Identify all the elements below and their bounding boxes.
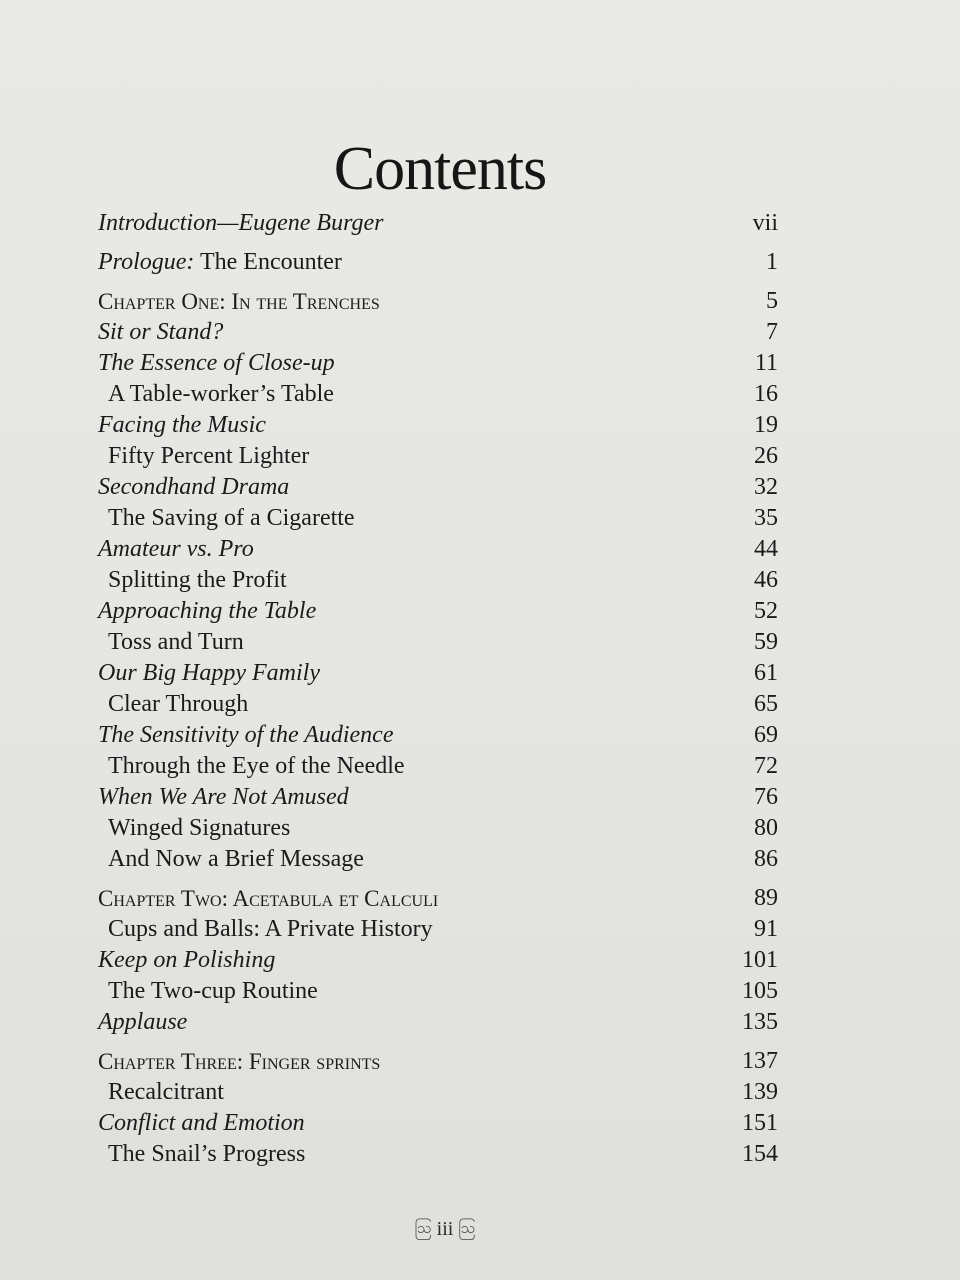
toc-entry-page: 69 (754, 722, 778, 748)
toc-entry (98, 751, 778, 782)
toc-entry-page: 52 (754, 598, 778, 624)
toc-entry-page: 151 (742, 1110, 778, 1136)
toc-entry-page: 89 (754, 885, 778, 911)
toc-entry-page: 137 (742, 1048, 778, 1074)
toc-entry (98, 914, 778, 945)
toc-entry-page: 7 (766, 319, 778, 345)
toc-entry (98, 565, 778, 596)
toc-entry-page: 44 (754, 536, 778, 562)
toc-entry (98, 658, 778, 689)
toc-entry (98, 503, 778, 534)
toc-entry (98, 286, 778, 317)
toc-entry-page: 1 (766, 249, 778, 275)
toc-entry-title (98, 247, 342, 278)
toc-entry-page: 135 (742, 1009, 778, 1035)
toc-entry-page: 91 (754, 916, 778, 942)
toc-entry-page: 72 (754, 753, 778, 779)
toc-entry-title: Our Big Happy Family (98, 660, 320, 686)
toc-entry (98, 1077, 778, 1108)
toc-entry-page: 154 (742, 1141, 778, 1167)
toc-entry-page: 105 (742, 978, 778, 1004)
right-ornament-icon: ဩ (458, 1221, 476, 1237)
toc-entry (98, 1007, 778, 1038)
toc-entry-title: Sit or Stand? (98, 319, 224, 345)
toc-entry-title: The Two-cup Routine (108, 978, 318, 1004)
toc-entry (98, 844, 778, 875)
toc-entry-page: 65 (754, 691, 778, 717)
toc-entry-page: 35 (754, 505, 778, 531)
folio-number: iii (436, 1218, 454, 1240)
toc-entry-page: 46 (754, 567, 778, 593)
toc-entry-page: 139 (742, 1079, 778, 1105)
toc-entry-title: Recalcitrant (108, 1079, 224, 1105)
toc-entry-title: Clear Through (108, 691, 249, 717)
toc-entry-title: The Sensitivity of the Audience (98, 722, 394, 748)
toc-entry-title: The Saving of a Cigarette (108, 505, 355, 531)
toc-entry-title: When We Are Not Amused (98, 784, 349, 810)
toc-entry (98, 379, 778, 410)
toc-entry-page: 26 (754, 443, 778, 469)
toc-entry (98, 883, 778, 914)
toc-entry-title: Winged Signatures (108, 815, 291, 841)
toc-entry-page: 11 (754, 350, 778, 376)
toc-entry-page: 61 (754, 660, 778, 686)
toc-entry (98, 534, 778, 565)
toc-entry (98, 472, 778, 503)
toc-entry-page: 101 (742, 947, 778, 973)
toc-entry-prefix: Prologue: (98, 249, 195, 275)
toc-entry-page: 80 (754, 815, 778, 841)
toc-entry-title: A Table-worker’s Table (108, 381, 334, 407)
toc-entry-title: Keep on Polishing (98, 947, 276, 973)
toc-entry-title: Introduction—Eugene Burger (98, 210, 384, 236)
toc-entry-title: Chapter Three: Finger sprints (98, 1049, 381, 1074)
toc-entry-page: 86 (754, 846, 778, 872)
toc-entry (98, 1046, 778, 1077)
toc-entry-page: 32 (754, 474, 778, 500)
toc-entry-title: Through the Eye of the Needle (108, 753, 405, 779)
toc-entry-title: Approaching the Table (98, 598, 317, 624)
toc-entry-page: 19 (754, 412, 778, 438)
toc-entry (98, 813, 778, 844)
toc-entry (98, 976, 778, 1007)
toc-entry-title: Toss and Turn (108, 629, 244, 655)
toc-entry (98, 410, 778, 441)
toc-entry-title: Splitting the Profit (108, 567, 287, 593)
toc-entry (98, 720, 778, 751)
toc-entry (98, 247, 778, 278)
toc-entry-page: 76 (754, 784, 778, 810)
toc-entry-title: Applause (98, 1009, 188, 1035)
toc-entry-page: 5 (766, 288, 778, 314)
toc-entry-title: Secondhand Drama (98, 474, 290, 500)
toc-entry-page: 16 (754, 381, 778, 407)
toc-entry (98, 596, 778, 627)
toc-entry-title: Chapter Two: Acetabula et Calculi (98, 886, 439, 911)
toc-entry-page: 59 (754, 629, 778, 655)
toc-entry-title: Cups and Balls: A Private History (108, 916, 433, 942)
page-folio (395, 1218, 495, 1241)
toc-entry-title-text: The Encounter (194, 249, 342, 275)
toc-entry-title: And Now a Brief Message (108, 846, 364, 872)
toc-entry (98, 208, 778, 239)
toc-entry-title: The Snail’s Progress (108, 1141, 306, 1167)
toc-entry (98, 348, 778, 379)
toc-entry-title: Conflict and Emotion (98, 1110, 305, 1136)
toc-entry (98, 782, 778, 813)
toc-entry (98, 1108, 778, 1139)
toc-entry-title: Amateur vs. Pro (98, 536, 254, 562)
toc-entry-title: Chapter One: In the Trenches (98, 289, 380, 314)
toc-entry-title: Facing the Music (98, 412, 266, 438)
toc-entry-title: The Essence of Close-up (98, 350, 335, 376)
page-title: Contents (333, 134, 547, 203)
toc-entry-title: Fifty Percent Lighter (108, 443, 310, 469)
toc-entry (98, 1139, 778, 1170)
table-of-contents (98, 208, 778, 1170)
toc-entry (98, 945, 778, 976)
toc-entry (98, 627, 778, 658)
toc-entry (98, 441, 778, 472)
toc-entry (98, 317, 778, 348)
toc-entry (98, 689, 778, 720)
left-ornament-icon: ဩ (414, 1221, 432, 1237)
toc-entry-page: vii (752, 210, 778, 236)
